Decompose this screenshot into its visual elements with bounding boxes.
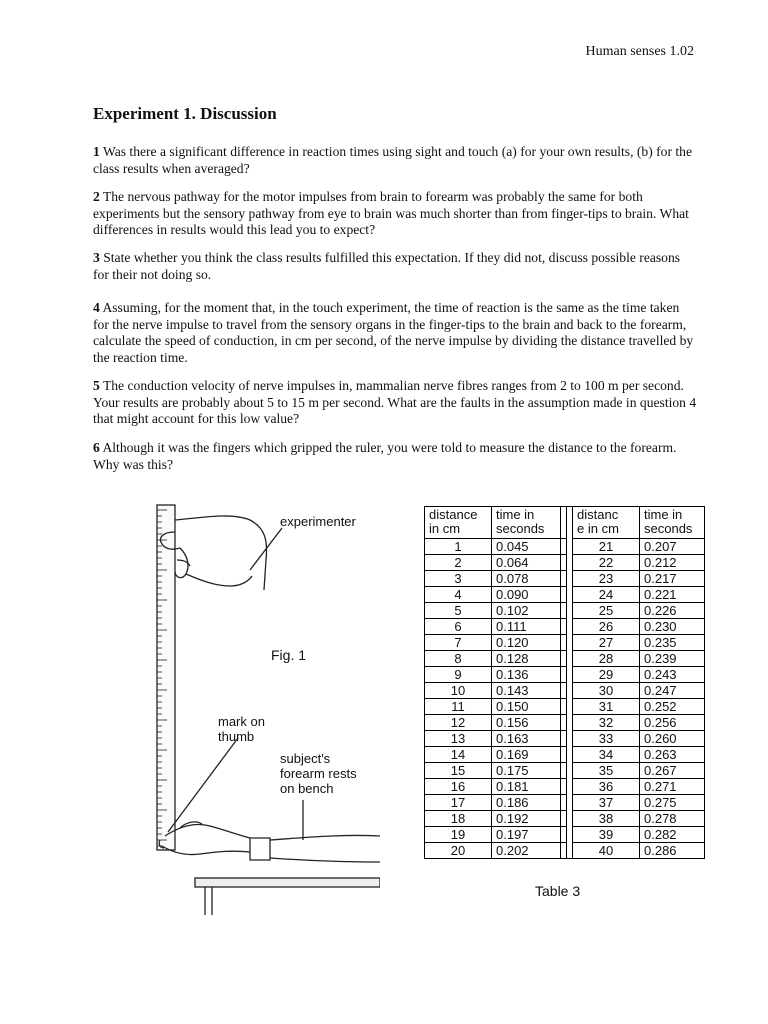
question-5 — [93, 378, 698, 428]
distance-cell: 31 — [573, 699, 640, 715]
time-cell: 0.235 — [640, 635, 705, 651]
question-text: State whether you think the class results fulfilled this expectation. If they did not, discuss possible reasons for their not doing so. — [93, 250, 681, 282]
distance-cell: 7 — [425, 635, 492, 651]
table-row — [425, 571, 567, 587]
label-line: on bench — [280, 781, 334, 796]
data-table-left — [424, 506, 567, 859]
table-row — [573, 651, 705, 667]
question-3 — [93, 250, 698, 283]
time-cell: 0.275 — [640, 795, 705, 811]
time-cell: 0.120 — [492, 635, 567, 651]
distance-cell: 18 — [425, 811, 492, 827]
header-time: time in seconds — [640, 507, 705, 539]
time-cell: 0.078 — [492, 571, 567, 587]
time-cell: 0.169 — [492, 747, 567, 763]
distance-cell: 21 — [573, 539, 640, 555]
time-cell: 0.128 — [492, 651, 567, 667]
table-row — [425, 555, 567, 571]
label-line: mark on — [218, 714, 265, 729]
question-number: 4 — [93, 300, 100, 315]
question-4 — [93, 300, 698, 366]
table-row — [425, 667, 567, 683]
distance-cell: 5 — [425, 603, 492, 619]
distance-cell: 40 — [573, 843, 640, 859]
table-row — [425, 619, 567, 635]
table-row — [573, 715, 705, 731]
time-cell: 0.212 — [640, 555, 705, 571]
table-row — [573, 667, 705, 683]
question-6 — [93, 440, 698, 473]
document-header: Human senses 1.02 — [585, 44, 694, 59]
time-cell: 0.156 — [492, 715, 567, 731]
time-cell: 0.111 — [492, 619, 567, 635]
distance-cell: 36 — [573, 779, 640, 795]
header-time: time in seconds — [492, 507, 567, 539]
distance-cell: 22 — [573, 555, 640, 571]
distance-cell: 1 — [425, 539, 492, 555]
time-cell: 0.239 — [640, 651, 705, 667]
question-1 — [93, 144, 698, 177]
table-row — [425, 715, 567, 731]
table-row — [573, 587, 705, 603]
time-cell: 0.286 — [640, 843, 705, 859]
distance-cell: 20 — [425, 843, 492, 859]
table-row — [425, 811, 567, 827]
time-cell: 0.143 — [492, 683, 567, 699]
distance-cell: 33 — [573, 731, 640, 747]
distance-cell: 14 — [425, 747, 492, 763]
time-cell: 0.192 — [492, 811, 567, 827]
ruler-hand-drawing-icon — [140, 500, 380, 920]
table-header-row — [425, 507, 567, 539]
table-row — [573, 811, 705, 827]
question-number: 5 — [93, 378, 100, 393]
time-cell: 0.202 — [492, 843, 567, 859]
distance-cell: 35 — [573, 763, 640, 779]
distance-cell: 25 — [573, 603, 640, 619]
time-cell: 0.186 — [492, 795, 567, 811]
time-cell: 0.136 — [492, 667, 567, 683]
figure-label: Fig. 1 — [271, 647, 307, 663]
distance-cell: 6 — [425, 619, 492, 635]
table-caption: Table 3 — [535, 883, 581, 899]
distance-cell: 37 — [573, 795, 640, 811]
data-table-right — [572, 506, 705, 859]
time-cell: 0.263 — [640, 747, 705, 763]
time-cell: 0.267 — [640, 763, 705, 779]
time-cell: 0.090 — [492, 587, 567, 603]
time-cell: 0.278 — [640, 811, 705, 827]
question-number: 1 — [93, 144, 100, 159]
distance-cell: 24 — [573, 587, 640, 603]
page-title: Experiment 1. Discussion — [93, 104, 277, 123]
table-row — [573, 539, 705, 555]
question-text: The conduction velocity of nerve impulses in, mammalian nerve fibres ranges from 2 to 100 m per second. Your results are probably about 5 to 15 m per second. What are the faults in the assumption made in question 4 that might account for this low value? — [93, 378, 697, 426]
distance-cell: 13 — [425, 731, 492, 747]
header-distance: distanc e in cm — [573, 507, 640, 539]
label-line: forearm rests — [280, 766, 357, 781]
distance-cell: 38 — [573, 811, 640, 827]
time-cell: 0.181 — [492, 779, 567, 795]
table-row — [573, 571, 705, 587]
time-cell: 0.271 — [640, 779, 705, 795]
time-cell: 0.256 — [640, 715, 705, 731]
table-row — [425, 747, 567, 763]
table-row — [573, 731, 705, 747]
question-text: Although it was the fingers which gripped the ruler, you were told to measure the distance to the forearm. Why was this? — [93, 440, 677, 472]
question-number: 2 — [93, 189, 100, 204]
table-row — [573, 763, 705, 779]
time-cell: 0.197 — [492, 827, 567, 843]
label-mark-on-thumb — [218, 714, 265, 744]
question-2 — [93, 189, 698, 239]
time-cell: 0.175 — [492, 763, 567, 779]
table-row — [573, 779, 705, 795]
label-line: subject's — [280, 751, 331, 766]
table-row — [425, 635, 567, 651]
distance-cell: 11 — [425, 699, 492, 715]
table-row — [425, 843, 567, 859]
table-row — [573, 795, 705, 811]
distance-cell: 39 — [573, 827, 640, 843]
table-row — [573, 699, 705, 715]
distance-cell: 23 — [573, 571, 640, 587]
question-text: Assuming, for the moment that, in the touch experiment, the time of reaction is the same as the time taken for the nerve impulse to travel from the sensory organs in the finger-tips to the brain and back to the forearm, calculate the speed of conduction, in cm per second, of the nerve impulse by dividing the distance travelled by the reaction time. — [93, 300, 694, 365]
time-cell: 0.230 — [640, 619, 705, 635]
table-body — [573, 507, 705, 859]
table-row — [573, 635, 705, 651]
distance-cell: 16 — [425, 779, 492, 795]
header-distance: distance in cm — [425, 507, 492, 539]
distance-cell: 9 — [425, 667, 492, 683]
time-cell: 0.207 — [640, 539, 705, 555]
table-row — [425, 779, 567, 795]
distance-cell: 8 — [425, 651, 492, 667]
table-row — [573, 827, 705, 843]
distance-cell: 17 — [425, 795, 492, 811]
distance-cell: 26 — [573, 619, 640, 635]
table-row — [573, 603, 705, 619]
label-line: thumb — [218, 729, 255, 744]
distance-cell: 2 — [425, 555, 492, 571]
time-cell: 0.247 — [640, 683, 705, 699]
distance-cell: 4 — [425, 587, 492, 603]
distance-cell: 19 — [425, 827, 492, 843]
time-cell: 0.260 — [640, 731, 705, 747]
table-row — [425, 651, 567, 667]
distance-cell: 12 — [425, 715, 492, 731]
time-cell: 0.163 — [492, 731, 567, 747]
table-row — [425, 827, 567, 843]
table-row — [425, 731, 567, 747]
time-cell: 0.221 — [640, 587, 705, 603]
time-cell: 0.243 — [640, 667, 705, 683]
table-row — [425, 539, 567, 555]
time-cell: 0.150 — [492, 699, 567, 715]
table-row — [425, 683, 567, 699]
table-body — [425, 507, 567, 859]
distance-cell: 27 — [573, 635, 640, 651]
table-row — [425, 795, 567, 811]
label-experimenter: experimenter — [280, 514, 356, 529]
time-cell: 0.102 — [492, 603, 567, 619]
distance-cell: 34 — [573, 747, 640, 763]
table-row — [573, 843, 705, 859]
time-cell: 0.045 — [492, 539, 567, 555]
distance-cell: 28 — [573, 651, 640, 667]
distance-cell: 30 — [573, 683, 640, 699]
time-cell: 0.064 — [492, 555, 567, 571]
table-row — [573, 619, 705, 635]
table-row — [425, 699, 567, 715]
table-row — [425, 763, 567, 779]
label-subject-forearm — [280, 751, 357, 796]
table-row — [425, 603, 567, 619]
table-row — [573, 555, 705, 571]
table-row — [573, 747, 705, 763]
table-header-row — [573, 507, 705, 539]
distance-cell: 32 — [573, 715, 640, 731]
distance-cell: 15 — [425, 763, 492, 779]
time-cell: 0.252 — [640, 699, 705, 715]
distance-cell: 29 — [573, 667, 640, 683]
table-row — [425, 587, 567, 603]
question-text: The nervous pathway for the motor impulses from brain to forearm was probably the same for both experiments but the sensory pathway from eye to brain was much shorter than from finger-tips to brain. What differences in results would this lead you to expect? — [93, 189, 689, 237]
table-row — [573, 683, 705, 699]
time-cell: 0.217 — [640, 571, 705, 587]
question-number: 6 — [93, 440, 100, 455]
time-cell: 0.282 — [640, 827, 705, 843]
question-text: Was there a significant difference in reaction times using sight and touch (a) for your own results, (b) for the class results when averaged? — [93, 144, 692, 176]
distance-cell: 3 — [425, 571, 492, 587]
distance-cell: 10 — [425, 683, 492, 699]
question-number: 3 — [93, 250, 100, 265]
time-cell: 0.226 — [640, 603, 705, 619]
